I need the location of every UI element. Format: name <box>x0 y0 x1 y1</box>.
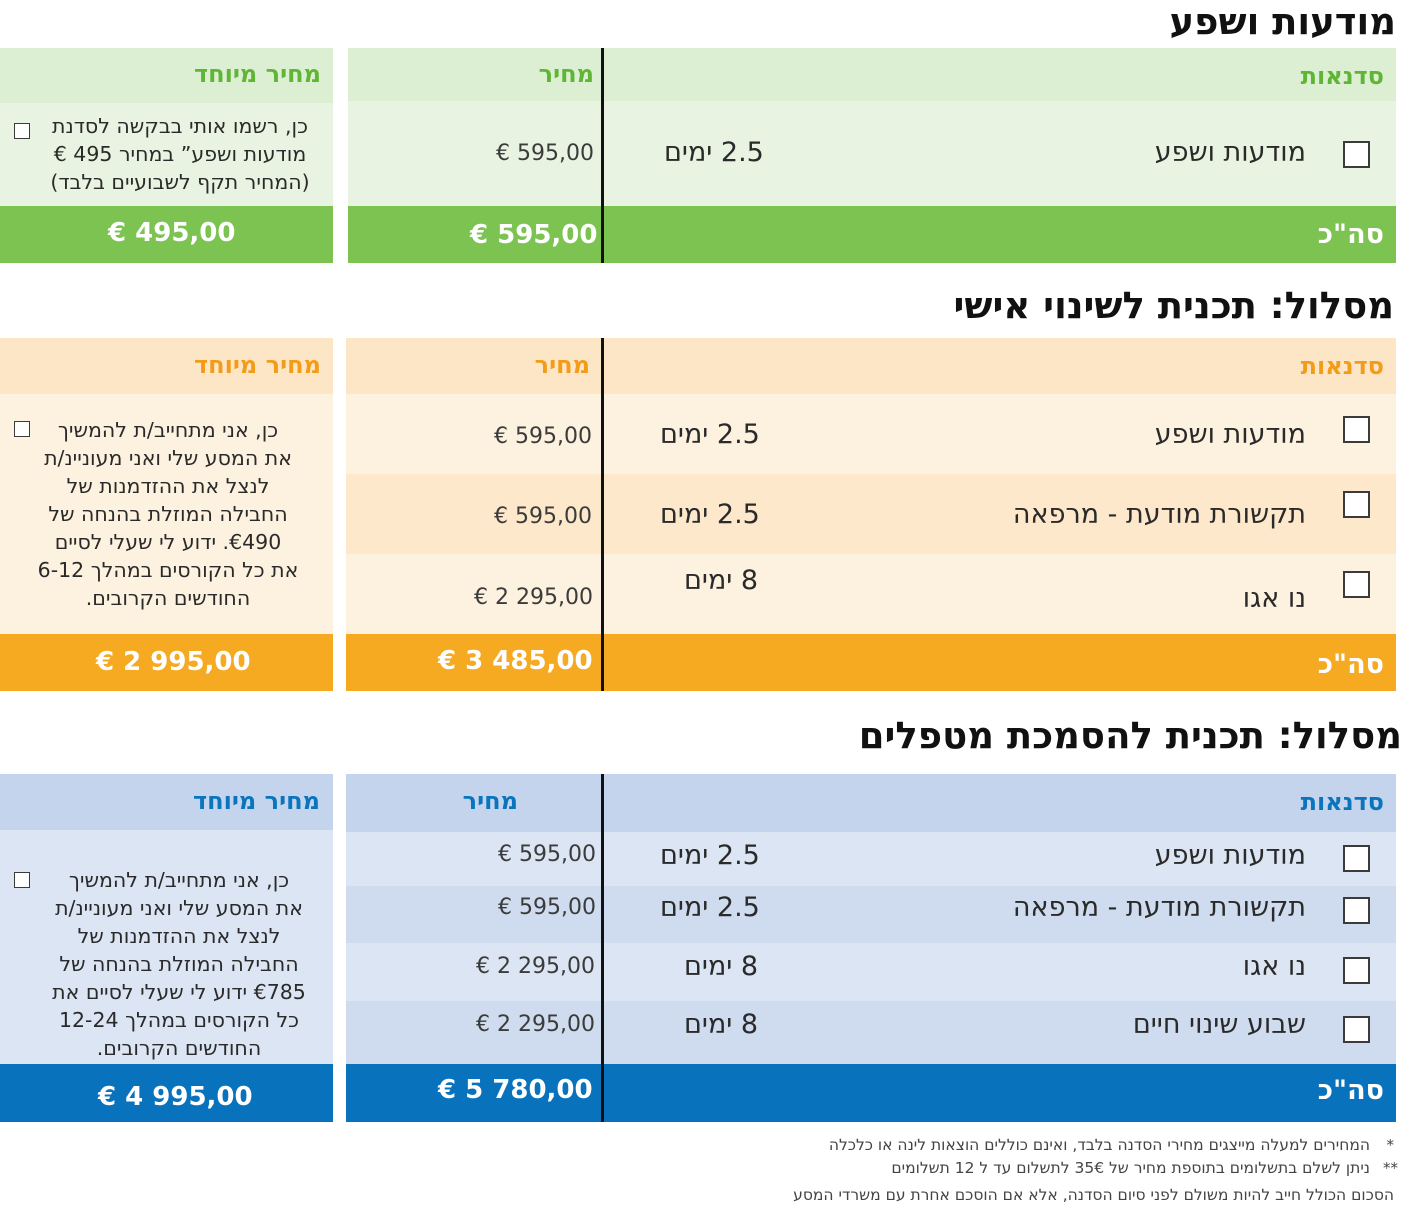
note-line: לנצל את ההזדמנות של <box>77 924 281 948</box>
price-heading: מחיר <box>462 787 518 815</box>
course-checkbox[interactable] <box>1343 416 1370 443</box>
course-name: תקשורת מודעת - מרפאה <box>1012 499 1306 530</box>
course-duration: 8 ימים <box>684 951 759 982</box>
course-checkbox[interactable] <box>1343 845 1370 872</box>
course-price: € 2 295,00 <box>476 954 595 979</box>
special-offer-checkbox[interactable] <box>14 123 30 139</box>
courses-heading: סדנאות <box>1300 62 1384 90</box>
course-duration: 2.5 ימים <box>660 840 760 871</box>
course-checkbox[interactable] <box>1343 1016 1370 1043</box>
courses-heading: סדנאות <box>1300 788 1384 816</box>
price-heading: מחיר <box>534 351 590 379</box>
note-line: כן, אני מתחייב/ת להמשיך <box>57 418 279 442</box>
total-price: € 595,00 <box>470 220 598 250</box>
course-price: € 2 295,00 <box>474 585 593 610</box>
special-offer-note <box>20 416 316 612</box>
note-line: כל הקורסים במהלך 12-24 <box>58 1008 300 1032</box>
courses-header <box>346 338 1396 394</box>
course-checkbox[interactable] <box>1343 897 1370 924</box>
special-price-heading: מחיר מיוחד <box>193 787 320 815</box>
course-name: תקשורת מודעת - מרפאה <box>1012 892 1306 923</box>
courses-heading: סדנאות <box>1300 352 1384 380</box>
course-name: נו אגו <box>1242 951 1306 982</box>
course-duration: 8 ימים <box>684 565 759 596</box>
course-checkbox[interactable] <box>1343 141 1370 168</box>
note-line: (המחיר תקף לשבועיים בלבד) <box>50 170 310 194</box>
course-name: מודעות ושפע <box>1154 137 1306 168</box>
courses-header <box>348 48 1396 101</box>
special-offer-note <box>35 112 325 196</box>
total-price: € 3 485,00 <box>438 646 593 676</box>
note-line: לנצל את ההזדמנות של <box>66 474 270 498</box>
course-price: € 595,00 <box>498 842 596 867</box>
course-name: מודעות ושפע <box>1154 419 1306 450</box>
footnote-mark: ** <box>1383 1159 1398 1177</box>
course-duration: 2.5 ימים <box>660 419 760 450</box>
footnote-mark: * <box>1386 1136 1394 1154</box>
note-line: את המסע שלי ואני מעוניינ/ת <box>44 446 292 470</box>
course-price: € 595,00 <box>498 895 596 920</box>
footnote-text: ניתן לשלם בתשלומים בתוספת מחיר של 35€ לתשלום עד ל 12 תשלומים <box>891 1159 1370 1177</box>
column-divider <box>601 48 604 263</box>
course-checkbox[interactable] <box>1343 571 1370 598</box>
course-price: € 595,00 <box>494 504 592 529</box>
note-line: כן, אני מתחייב/ת להמשיך <box>68 868 290 892</box>
column-divider <box>601 774 604 1122</box>
course-name: נו אגו <box>1242 583 1306 614</box>
note-line: החודשים הקרובים. <box>85 586 251 610</box>
note-line: ‎€490. ידוע לי שעלי לסיים <box>54 530 282 554</box>
note-line: כן, רשמו אותי בבקשה לסדנת <box>52 114 308 138</box>
footnote-text: המחירים למעלה מייצגים מחירי הסדנה בלבד, ואינם כוללים הוצאות לינה או כלכלה <box>828 1136 1370 1154</box>
special-offer-note <box>34 866 324 1062</box>
column-divider <box>601 338 604 691</box>
special-total-value: € 2 995,00 <box>96 647 251 677</box>
note-line: את כל הקורסים במהלך 6-12 <box>37 558 299 582</box>
price-heading: מחיר <box>538 60 594 88</box>
section-title: מודעות ושפע <box>1169 0 1396 43</box>
special-offer-checkbox[interactable] <box>14 872 30 888</box>
note-line: החבילה המוזלת בהנחה של <box>48 502 288 526</box>
special-total-value: € 4 995,00 <box>98 1082 253 1112</box>
special-price-heading: מחיר מיוחד <box>194 351 321 379</box>
note-line: את המסע שלי ואני מעוניינ/ת <box>55 896 303 920</box>
course-duration: 8 ימים <box>684 1009 759 1040</box>
course-price: € 595,00 <box>496 141 594 166</box>
course-price: € 595,00 <box>494 424 592 449</box>
course-price: € 2 295,00 <box>476 1012 595 1037</box>
note-line: החבילה המוזלת בהנחה של <box>59 952 299 976</box>
special-price-heading: מחיר מיוחד <box>194 60 321 88</box>
course-checkbox[interactable] <box>1343 957 1370 984</box>
course-duration: 2.5 ימים <box>660 892 760 923</box>
note-line: מודעות ושפע” במחיר 495 € <box>53 142 307 166</box>
course-name: מודעות ושפע <box>1154 840 1306 871</box>
course-checkbox[interactable] <box>1343 491 1370 518</box>
total-label: סה"כ <box>1317 649 1384 680</box>
total-label: סה"כ <box>1317 219 1384 250</box>
note-line: ‎€785 ידוע לי שעלי לסיים את <box>52 980 306 1004</box>
footnote-text: הסכום הכולל חייב להיות משולם לפני סיום הסדנה, אלא אם הוסכם אחרת עם משרדי המסע <box>793 1186 1394 1204</box>
section-title: מסלול: תכנית להסמכת מטפלים <box>858 714 1402 757</box>
course-duration: 2.5 ימים <box>664 137 764 168</box>
course-duration: 2.5 ימים <box>660 499 760 530</box>
note-line: החודשים הקרובים. <box>96 1036 262 1060</box>
special-total-value: € 495,00 <box>108 218 236 248</box>
total-label: סה"כ <box>1317 1075 1384 1106</box>
course-name: שבוע שינוי חיים <box>1132 1009 1306 1040</box>
section-title: מסלול: תכנית לשינוי אישי <box>953 284 1394 327</box>
total-price: € 5 780,00 <box>438 1075 593 1105</box>
